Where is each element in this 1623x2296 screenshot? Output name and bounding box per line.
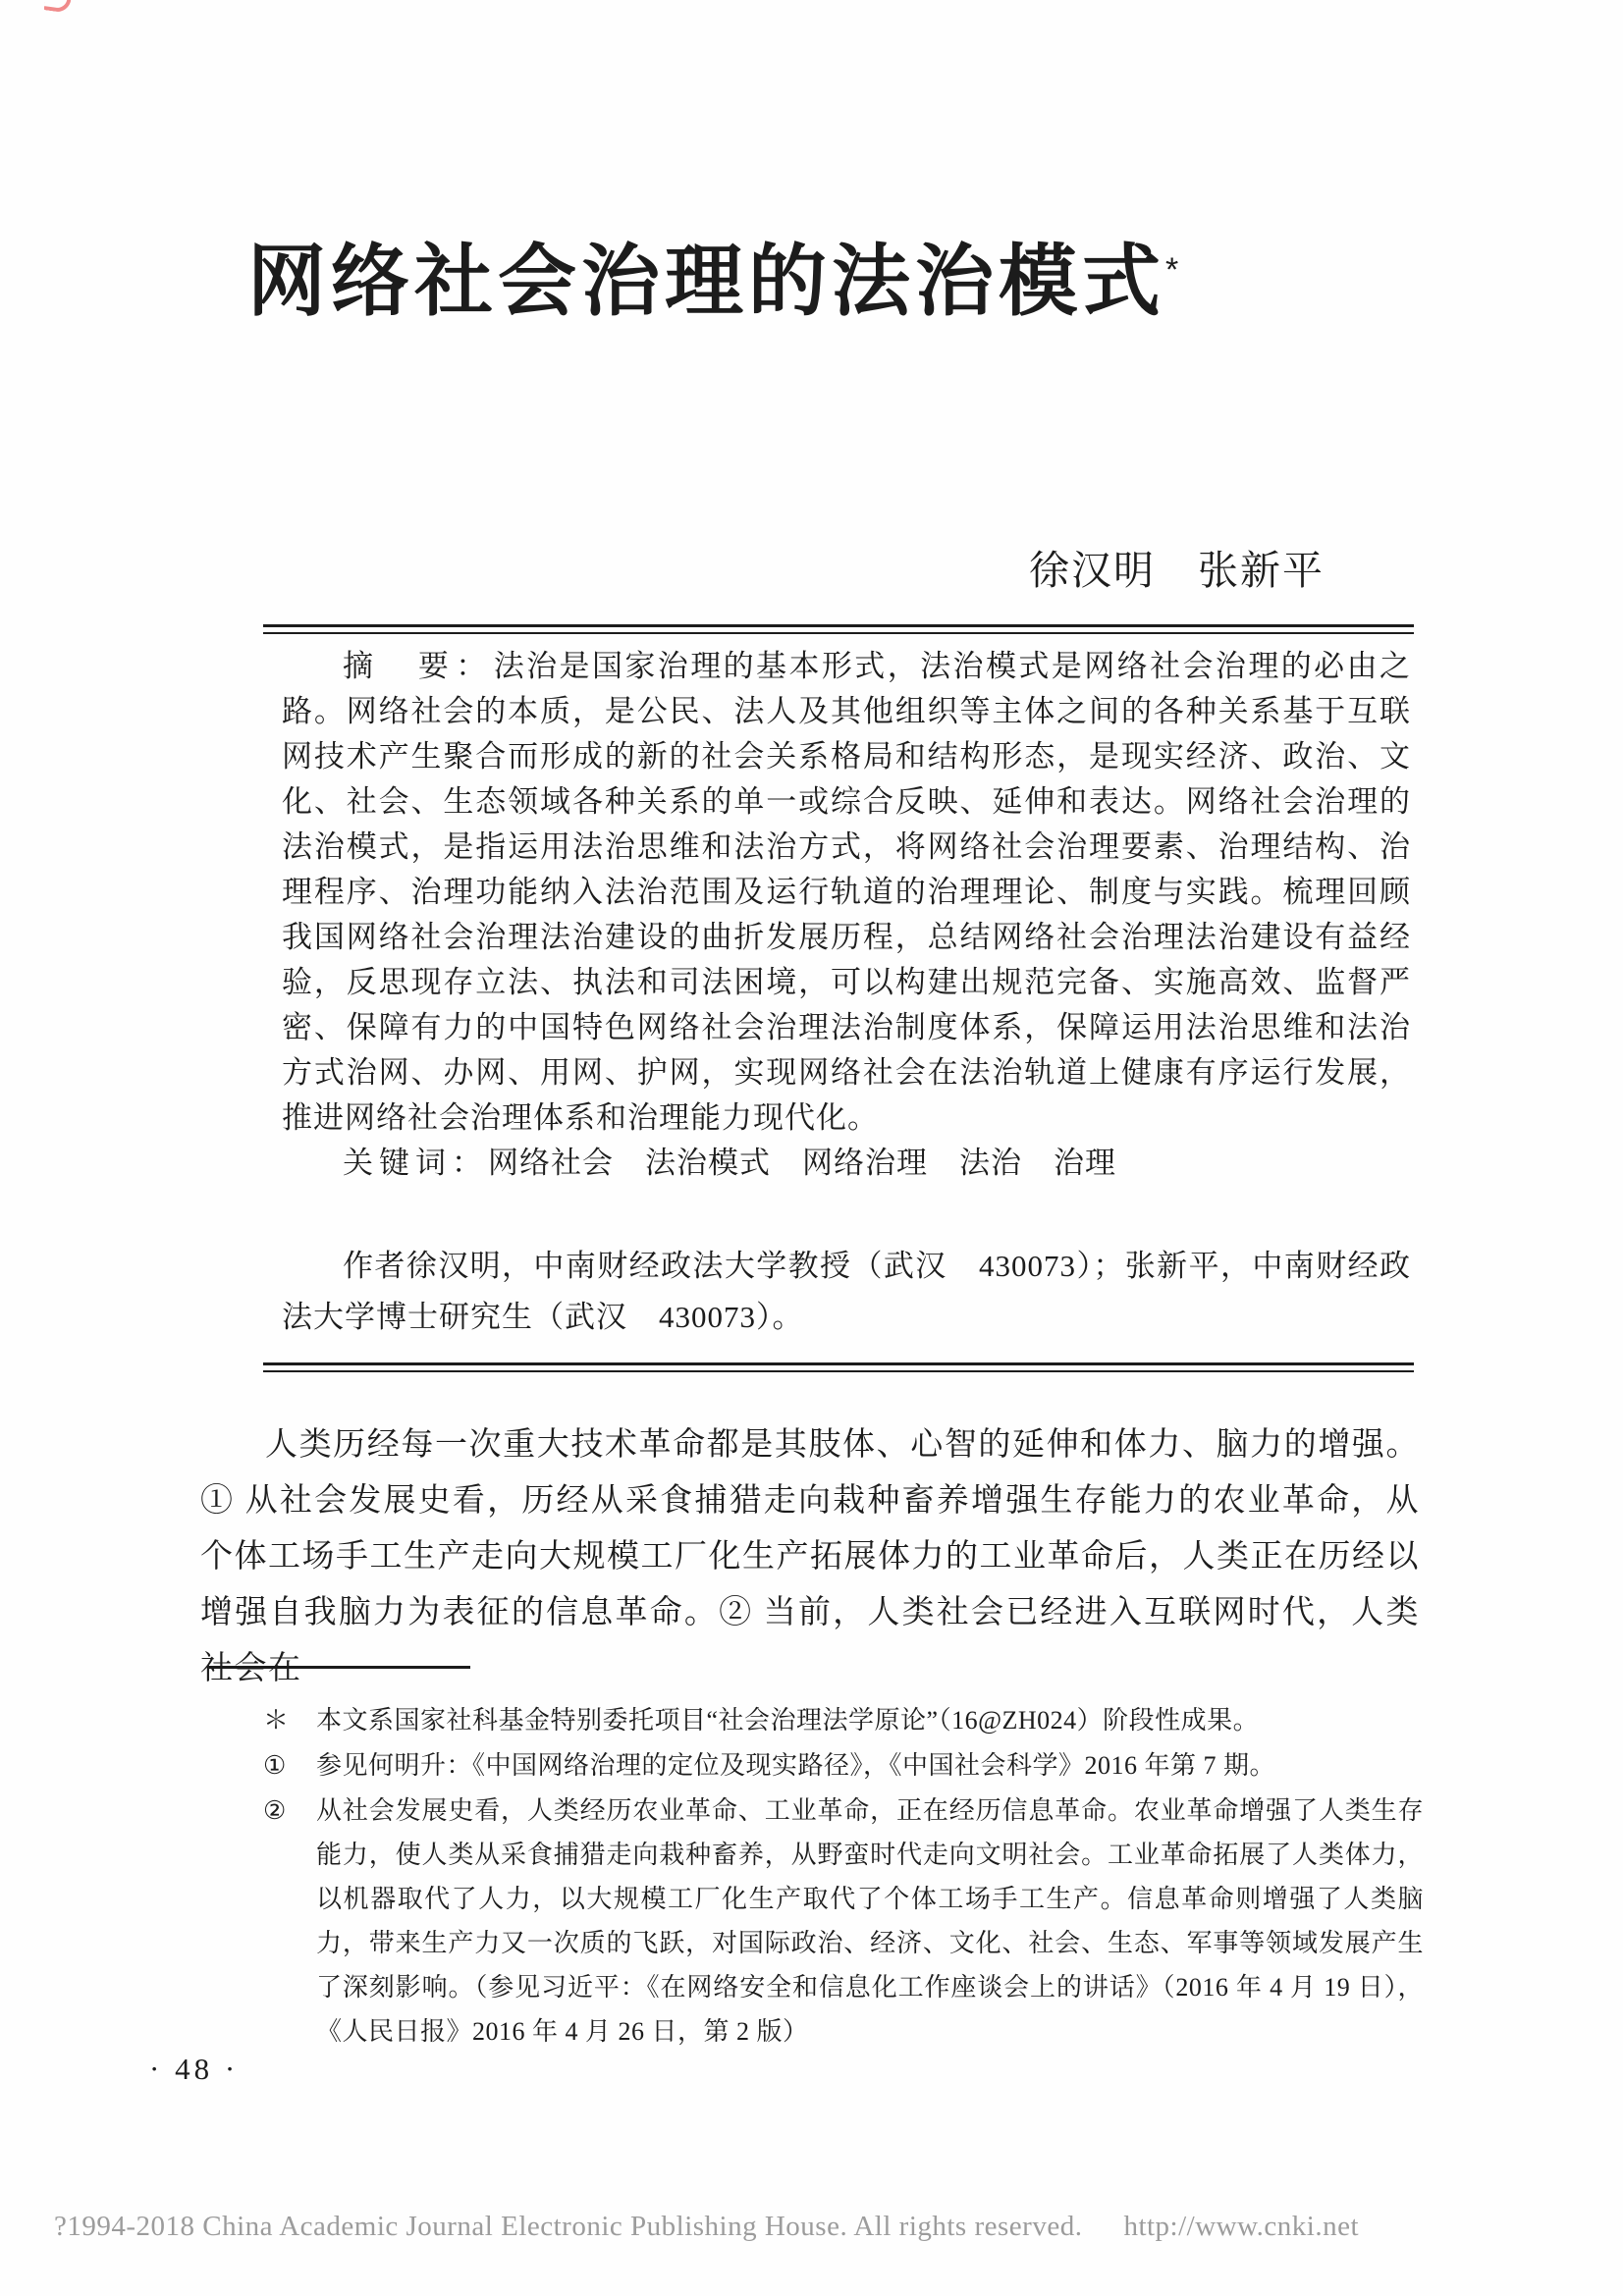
footnote-text: 从社会发展史看，人类经历农业革命、工业革命，正在经历信息革命。农业革命增强了人类生存能力，使人类从采食捕猎走向栽种畜养，从野蛮时代走向文明社会。工业革命拓展了人类体力，以机器取代了人力，以大规模工厂化生产取代了个体工场手工生产。信息革命则增强了人类脑力，带来生产力又一次质的飞跃，对国际政治、经济、文化、社会、生态、军事等领域发展产生了深刻影响。（参见习近平：《在网络安全和信息化工作座谈会上的讲话》（2016 年 4 月 19 日），《人民日报》2016 年 4 月 26 日，第 2 版） — [316, 1796, 1424, 2046]
paper-title-text: 网络社会治理的法治模式 — [247, 238, 1165, 325]
footnote-marker: ① — [263, 1751, 287, 1780]
page-number: · 48 · — [149, 2052, 240, 2086]
abstract-rule-top — [263, 624, 1414, 634]
author-bio: 作者徐汉明，中南财经政法大学教授（武汉 430073）；张新平，中南财经政法大学博士研究生（武汉 430073）。 — [282, 1249, 1411, 1334]
footnote-separator — [209, 1666, 470, 1669]
abstract-block — [282, 644, 1411, 1343]
footnote-text: 本文系国家社科基金特别委托项目“社会治理法学原论”（16@ZH024）阶段性成果。 — [316, 1706, 1260, 1735]
abstract-rule-bottom — [263, 1362, 1414, 1372]
cnki-url: http://www.cnki.net — [1123, 2211, 1360, 2242]
footnote-item — [263, 1789, 1424, 2054]
copyright-text: ?1994-2018 China Academic Journal Electronic Publishing House. All rights reserved. — [54, 2211, 1083, 2242]
footnote-item — [263, 1698, 1424, 1742]
footnote-text: 参见何明升：《中国网络治理的定位及现实路径》，《中国社会科学》2016 年第 7 期。 — [316, 1751, 1276, 1780]
abstract-label: 摘 要： — [343, 649, 494, 683]
abstract-text: 法治是国家治理的基本形式，法治模式是网络社会治理的必由之路。网络社会的本质，是公民、法人及其他组织等主体之间的各种关系基于互联网技术产生聚合而形成的新的社会关系格局和结构形态，是现实经济、政治、文化、社会、生态领域各种关系的单一或综合反映、延伸和表达。网络社会治理的法治模式，是指运用法治思维和法治方式，将网络社会治理要素、治理结构、治理程序、治理功能纳入法治范围及运行轨道的治理理论、制度与实践。梳理回顾我国网络社会治理法治建设的曲折发展历程，总结网络社会治理法治建设有益经验，反思现存立法、执法和司法困境，可以构建出规范完备、实施高效、监督严密、保障有力的中国特色网络社会治理法治制度体系，保障运用法治思维和法治方式治网、办网、用网、护网，实现网络社会在法治轨道上健康有序运行发展，推进网络社会治理体系和治理能力现代化。 — [282, 649, 1412, 1135]
abstract-paragraph — [282, 644, 1411, 1141]
footer-copyright-line — [54, 2211, 1527, 2243]
body-paragraph: 人类历经每一次重大技术革命都是其肢体、心智的延伸和体力、脑力的增强。① 从社会发展史看，历经从采食捕猎走向栽种畜养增强生存能力的农业革命，从个体工场手工生产走向大规模工厂化生产拓展体力的工业革命后，人类正在历经以增强自我脑力为表征的信息革命。② 当前，人类社会已经进入互联网时代，人类社会在 — [200, 1427, 1420, 1686]
footnotes-block — [263, 1698, 1424, 2055]
keywords-label: 关键词： — [343, 1146, 488, 1180]
scan-artifact-red-mark — [44, 0, 73, 14]
footnote-item — [263, 1743, 1424, 1788]
title-footnote-marker: * — [1165, 251, 1179, 289]
authors-line: 徐汉明 张新平 — [1029, 548, 1325, 593]
footnote-marker: ② — [263, 1796, 287, 1825]
paper-title — [247, 218, 1178, 331]
keywords-line — [282, 1141, 1411, 1186]
footnote-marker: ＊ — [263, 1706, 290, 1735]
keywords-text: 网络社会 法治模式 网络治理 法治 治理 — [488, 1146, 1116, 1180]
